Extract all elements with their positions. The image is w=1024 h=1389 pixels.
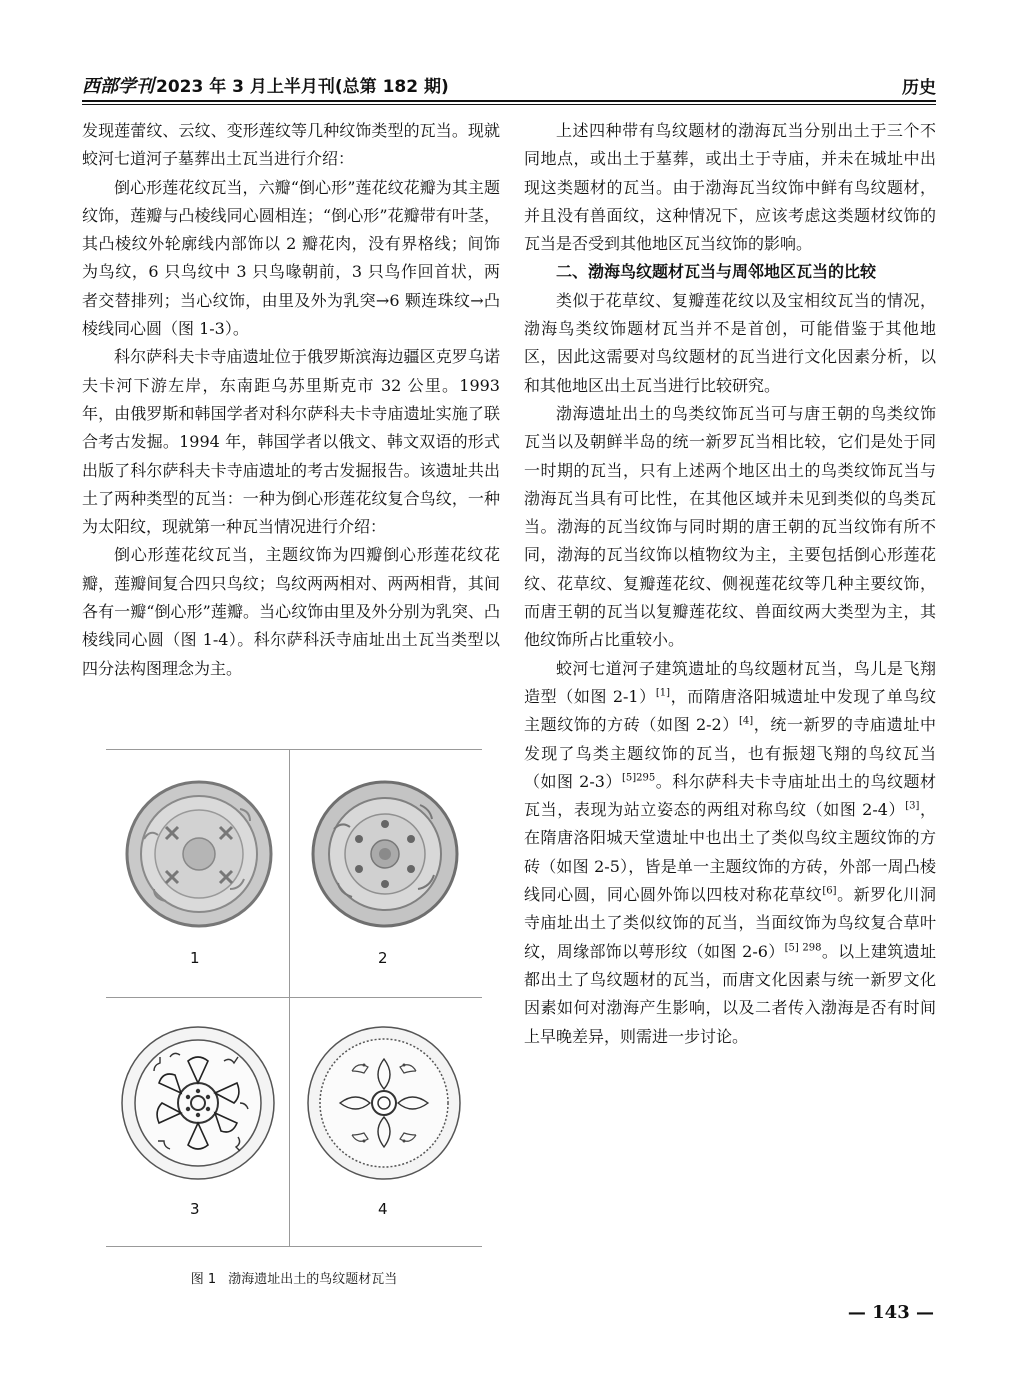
roof-tile-drawing-3 bbox=[120, 1025, 276, 1181]
left-column bbox=[82, 117, 500, 683]
text-run: 。以上建筑遗址都出土了鸟纹题材的瓦当，而唐文化因素与统一新罗文化因素如何对渤海产生影响，以及二者传入渤海是否有时间上早晚差异，则需进一步讨论。 bbox=[524, 941, 936, 1046]
figure-1 bbox=[106, 749, 482, 1246]
text-run: 蛟河七道河子建筑遗址的鸟纹题材瓦当，鸟儿是飞翔造型（如图 2-1） bbox=[524, 658, 936, 706]
section-name: 历史 bbox=[902, 78, 936, 98]
paragraph: 倒心形莲花纹瓦当，六瓣“倒心形”莲花纹花瓣为其主题纹饰，莲瓣与凸棱线同心圆相连；“倒心形”花瓣带有叶茎，其凸棱纹外轮廓线内部饰以 2 瓣花肉，没有界格线；间饰为鸟纹，6 只鸟纹中 3 只鸟喙朝前，3 只鸟作回首状，两者交替排列；当心纹饰，由里及外为乳突→6 颗连珠纹→凸棱线同心圆（图 1-3）。 bbox=[82, 177, 500, 339]
header-rule-thin bbox=[82, 104, 936, 105]
paragraph: 科尔萨科夫卡寺庙遗址位于俄罗斯滨海边疆区克罗乌诺夫卡河下游左岸，东南距乌苏里斯克市 32 公里。1993 年，由俄罗斯和韩国学者对科尔萨科夫卡寺庙遗址实施了联合考古发掘。1994 年，韩国学者以俄文、韩文双语的形式出版了科尔萨科夫卡寺庙遗址的考古发掘报告。该遗址共出土了两种类型的瓦当：一种为倒心形莲花纹复合鸟纹，一种为太阳纹，现就第一种瓦当情况进行介绍： bbox=[82, 347, 500, 537]
figure-vertical-divider bbox=[289, 749, 290, 1246]
journal-title bbox=[82, 72, 449, 98]
figure-label-2: 2 bbox=[378, 949, 388, 967]
figure-divider bbox=[106, 997, 482, 998]
journal-issue: 2023 年 3 月上半月刊(总第 182 期) bbox=[156, 77, 449, 97]
paragraph: 上述四种带有鸟纹题材的渤海瓦当分别出土于三个不同地点，或出土于墓葬，或出土于寺庙，并未在城址中出现这类题材的瓦当。由于渤海瓦当纹饰中鲜有鸟纹题材，并且没有兽面纹，这种情况下，应该考虑这类题材纹饰的瓦当是否受到其他地区瓦当纹饰的影响。 bbox=[524, 121, 936, 254]
section-heading: 二、渤海鸟纹题材瓦当与周邻地区瓦当的比较 bbox=[556, 262, 877, 282]
paragraph bbox=[524, 655, 936, 1051]
text-run: 。科尔萨科夫卡寺庙址出土的鸟纹题材瓦当，表现为站立姿态的两组对称鸟纹（如图 2-4） bbox=[524, 771, 936, 820]
figure-caption bbox=[106, 1268, 482, 1287]
paragraph: 类似于花草纹、复瓣莲花纹以及宝相纹瓦当的情况，渤海鸟类纹饰题材瓦当并不是首创，可能借鉴于其他地区，因此这需要对鸟纹题材的瓦当进行文化因素分析，以和其他地区出土瓦当进行比较研究。 bbox=[524, 290, 936, 395]
citation: [1] bbox=[655, 687, 671, 699]
citation: [5] 298 bbox=[784, 942, 822, 954]
figure-caption-text: 渤海遗址出土的鸟纹题材瓦当 bbox=[228, 1272, 398, 1287]
figure-caption-number: 图 1 bbox=[190, 1272, 217, 1287]
paragraph: 倒心形莲花纹瓦当，主题纹饰为四瓣倒心形莲花纹花瓣，莲瓣间复合四只鸟纹；鸟纹两两相对、两两相背，其间各有一瓣“倒心形”莲瓣。当心纹饰由里及外分别为乳突、凸棱线同心圆（图 1-4）。科尔萨科沃寺庙址出土瓦当类型以四分法构图理念为主。 bbox=[82, 545, 500, 678]
paragraph: 渤海遗址出土的鸟类纹饰瓦当可与唐王朝的鸟类纹饰瓦当以及朝鲜半岛的统一新罗瓦当相比较，它们是处于同一时期的瓦当，只有上述两个地区出土的鸟类纹饰瓦当与渤海瓦当具有可比性，在其他区域并未见到类似的鸟类瓦当。渤海的瓦当纹饰与同时期的唐王朝的瓦当纹饰有所不同，渤海的瓦当纹饰以植物纹为主，主要包括倒心形莲花纹、花草纹、复瓣莲花纹、侧视莲花纹等几种主要纹饰，而唐王朝的瓦当以复瓣莲花纹、兽面纹两大类型为主，其他纹饰所占比重较小。 bbox=[524, 403, 936, 650]
page-number: — 143 — bbox=[847, 1302, 934, 1323]
text-run: ，而隋唐洛阳城遗址中发现了单鸟纹主题纹饰的方砖（如图 2-2） bbox=[524, 686, 936, 735]
journal-logo: 西部学刊 bbox=[82, 76, 154, 97]
roof-tile-image-1 bbox=[124, 779, 274, 929]
right-column bbox=[524, 117, 936, 1051]
figure-border-top bbox=[106, 749, 482, 750]
text-run: 。新罗化川洞寺庙址出土了类似纹饰的瓦当，当面纹饰为鸟纹复合草叶纹，周缘部饰以萼形纹（如图 2-6） bbox=[524, 885, 936, 961]
figure-label-1: 1 bbox=[190, 949, 200, 967]
text-run: ，统一新罗的寺庙遗址中发现了鸟类主题纹饰的瓦当，也有振翅飞翔的鸟纹瓦当（如图 2-3） bbox=[524, 715, 936, 791]
text-run: ，在隋唐洛阳城天堂遗址中也出土了类似鸟纹主题纹饰的方砖（如图 2-5），皆是单一主题纹饰的方砖，外部一周凸棱线同心圆，同心圆外饰以四枝对称花草纹 bbox=[524, 800, 936, 905]
roof-tile-image-2 bbox=[310, 779, 460, 929]
citation: [4] bbox=[738, 715, 754, 727]
citation: [6] bbox=[822, 885, 837, 897]
figure-label-4: 4 bbox=[378, 1200, 388, 1218]
figure-label-3: 3 bbox=[190, 1200, 200, 1218]
citation: [5]295 bbox=[621, 772, 656, 784]
roof-tile-drawing-4 bbox=[306, 1025, 462, 1181]
figure-border-bottom bbox=[106, 1246, 482, 1247]
citation: [3] bbox=[905, 800, 920, 812]
running-header bbox=[82, 70, 936, 98]
header-rule bbox=[82, 100, 936, 102]
paragraph: 发现莲蕾纹、云纹、变形莲纹等几种纹饰类型的瓦当。现就蛟河七道河子墓葬出土瓦当进行介绍： bbox=[82, 121, 500, 169]
